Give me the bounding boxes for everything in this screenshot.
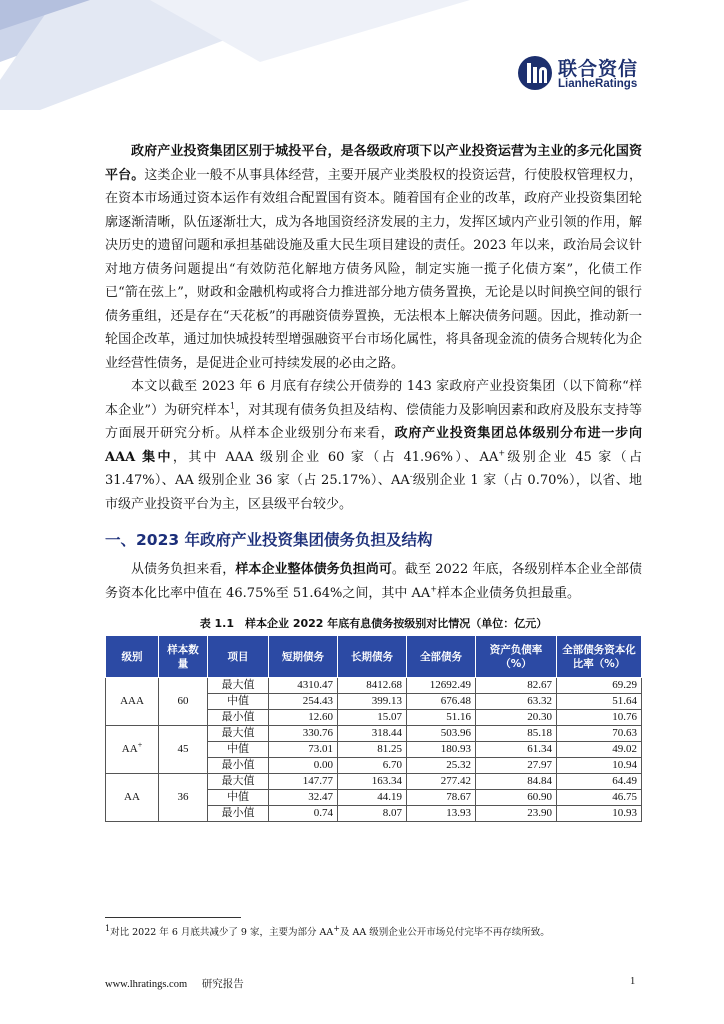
cell-value: 46.75	[557, 790, 642, 806]
p1-text: 这类企业一般不从事具体经营，主要开展产业类股权的投资运营，行使股权管理权力，在资本市场通过资本运作有效组合配置国有资本。随着国有企业的改革，政府产业投资集团轮廓逐渐清晰，队伍逐渐壮大，成为各地国资经济发展的主力，发挥区域内产业引领的作用，解决历史的遗留问题和承担基础设施及重大民生项目建设的责任。2023 年以来，政治局会议针对地方债务问题提出“有效防范化解地方债务风险，制定实施一揽子化债方案”，化债工作已“箭在弦上”，财政和金融机构或将合力推进部分地方债务置换，无论是以时间换空间的银行债务重组，还是存在“天花板”的再融资债券置换，无法根本上解决债务问题。因此，推动新一轮国企改革，通过加快城投转型增强融资平台市场化属性，将具备现金流的债务合规转化为企业经营性债务，是促进企业可持续发展的必由之路。	[105, 167, 642, 371]
level-text: AA	[121, 743, 138, 755]
cell-value: 163.34	[338, 774, 407, 790]
col-debt-cap-ratio: 全部债务资本化比率（%）	[557, 636, 642, 678]
cell-item: 最小值	[208, 710, 269, 726]
cell-item: 中值	[208, 742, 269, 758]
debt-table	[105, 635, 642, 822]
cell-value: 85.18	[476, 726, 557, 742]
footnote-text-a: 对比 2022 年 6 月底共减少了 9 家，主要为部分 AA	[110, 927, 334, 938]
cell-value: 180.93	[407, 742, 476, 758]
cell-value: 61.34	[476, 742, 557, 758]
table-caption: 表 1.1 样本企业 2022 年底有息债务按级别对比情况（单位：亿元）	[199, 617, 548, 630]
cell-value: 0.74	[269, 806, 338, 822]
p2-text-c: ，其中 AAA 级别企业 60 家（占 41.96%）、AA	[172, 449, 499, 465]
cell-count: 36	[159, 774, 208, 822]
cell-value: 51.16	[407, 710, 476, 726]
paragraph-1	[105, 140, 642, 375]
cell-item: 中值	[208, 790, 269, 806]
table-row	[106, 726, 642, 742]
footnote-divider	[105, 917, 241, 918]
cell-value: 32.47	[269, 790, 338, 806]
cell-value: 73.01	[269, 742, 338, 758]
sec-emphasis: 样本企业整体债务负担尚可	[235, 562, 392, 577]
cell-value: 12692.49	[407, 678, 476, 694]
p2-text-a: 本文以截至 2023 年 6 月底有存续公开债券的 143 家政府产业投资集团（以下简称“样本企业”）为研究样本	[105, 379, 642, 418]
cell-value: 4310.47	[269, 678, 338, 694]
cell-value: 25.32	[407, 758, 476, 774]
lianhe-logo-icon	[517, 55, 553, 91]
cell-item: 最大值	[208, 726, 269, 742]
page-number: 1	[630, 976, 636, 987]
table-row	[106, 774, 642, 790]
logo-english: LianheRatings	[558, 78, 638, 90]
cell-value: 20.30	[476, 710, 557, 726]
footer-website-link[interactable]: www.lhratings.com	[105, 979, 188, 990]
p2-text-d: 级别企业 45 家（占 31.47%）、AA 级别企业 36 家（占 25.17%）、AA	[105, 449, 642, 488]
cell-value: 12.60	[269, 710, 338, 726]
col-count: 样本数量	[159, 636, 208, 678]
cell-value: 10.76	[557, 710, 642, 726]
cell-value: 81.25	[338, 742, 407, 758]
p2-sup-plus: +	[498, 448, 506, 458]
cell-value: 399.13	[338, 694, 407, 710]
cell-level	[106, 678, 159, 726]
col-item: 项目	[208, 636, 269, 678]
cell-value: 84.84	[476, 774, 557, 790]
cell-level	[106, 774, 159, 822]
p2-sup-minus: -	[409, 471, 413, 481]
col-long-debt: 长期债务	[338, 636, 407, 678]
table-row	[106, 678, 642, 694]
cell-item: 最大值	[208, 678, 269, 694]
cell-value: 0.00	[269, 758, 338, 774]
cell-value: 8412.68	[338, 678, 407, 694]
p2-text-b: ，对其现有债务负担及结构、偿债能力及影响因素和政府及股东支持等方面展开研究分析。从样本企业级别分布来看，	[105, 402, 642, 441]
p2-emphasis: 政府产业投资集团总体级别分布进一步向 AAA 集中	[105, 426, 642, 465]
table-header-row	[106, 636, 642, 678]
cell-value: 63.32	[476, 694, 557, 710]
p1-emphasis: 政府产业投资集团区别于城投平台，是各级政府项下以产业投资运营为主业的多元化国资平台。	[105, 144, 642, 183]
cell-item: 最小值	[208, 758, 269, 774]
cell-item: 中值	[208, 694, 269, 710]
sec-text-a: 从债务负担来看，	[131, 562, 236, 577]
cell-value: 64.49	[557, 774, 642, 790]
cell-value: 676.48	[407, 694, 476, 710]
cell-value: 254.43	[269, 694, 338, 710]
footnote-text-b: 及 AA 级别企业公开市场兑付完毕不再存续所致。	[339, 927, 550, 938]
sec-text-c: 样本企业债务负担最重。	[437, 585, 581, 601]
page-footer	[105, 976, 244, 991]
cell-value: 8.07	[338, 806, 407, 822]
section-heading: 一、2023 年政府产业投资集团债务负担及结构	[105, 531, 433, 549]
cell-value: 27.97	[476, 758, 557, 774]
cell-value: 49.02	[557, 742, 642, 758]
sec-sup-plus: +	[430, 584, 438, 594]
cell-value: 10.94	[557, 758, 642, 774]
main-content	[105, 140, 642, 822]
cell-value: 82.67	[476, 678, 557, 694]
cell-count: 45	[159, 726, 208, 774]
cell-value: 318.44	[338, 726, 407, 742]
section-paragraph	[105, 558, 642, 605]
cell-value: 60.90	[476, 790, 557, 806]
col-level: 级别	[106, 636, 159, 678]
cell-item: 最小值	[208, 806, 269, 822]
cell-value: 44.19	[338, 790, 407, 806]
cell-value: 503.96	[407, 726, 476, 742]
footnote	[105, 924, 665, 938]
cell-value: 6.70	[338, 758, 407, 774]
col-total-debt: 全部债务	[407, 636, 476, 678]
paragraph-2	[105, 375, 642, 516]
footnote-sup-plus: +	[333, 923, 340, 933]
cell-value: 147.77	[269, 774, 338, 790]
cell-value: 69.29	[557, 678, 642, 694]
cell-value: 15.07	[338, 710, 407, 726]
footer-label: 研究报告	[201, 979, 244, 990]
col-liability-ratio: 资产负债率（%）	[476, 636, 557, 678]
cell-value: 70.63	[557, 726, 642, 742]
logo-chinese: 联合资信	[558, 58, 639, 80]
footnote-mark: 1	[105, 923, 111, 933]
brand-logo	[517, 53, 707, 93]
cell-level	[106, 726, 159, 774]
table-body	[106, 678, 642, 822]
col-short-debt: 短期债务	[269, 636, 338, 678]
p2-text-e: 级别企业 1 家（占 0.70%），以省、地市级产业投资平台为主，区县级平台较少。	[105, 473, 642, 512]
cell-value: 23.90	[476, 806, 557, 822]
cell-value: 277.42	[407, 774, 476, 790]
sec-text-b: 。截至 2022 年底，各级别样本企业全部债务资本化比率中值在 46.75%至 51.64%之间，其中 AA	[105, 562, 642, 601]
footnote-ref[interactable]: 1	[229, 401, 236, 411]
cell-value: 10.93	[557, 806, 642, 822]
cell-count: 60	[159, 678, 208, 726]
level-sup: +	[137, 740, 143, 750]
level-text: AAA	[120, 695, 144, 707]
cell-value: 13.93	[407, 806, 476, 822]
cell-value: 330.76	[269, 726, 338, 742]
cell-item: 最大值	[208, 774, 269, 790]
cell-value: 51.64	[557, 694, 642, 710]
cell-value: 78.67	[407, 790, 476, 806]
level-text: AA	[124, 791, 140, 803]
